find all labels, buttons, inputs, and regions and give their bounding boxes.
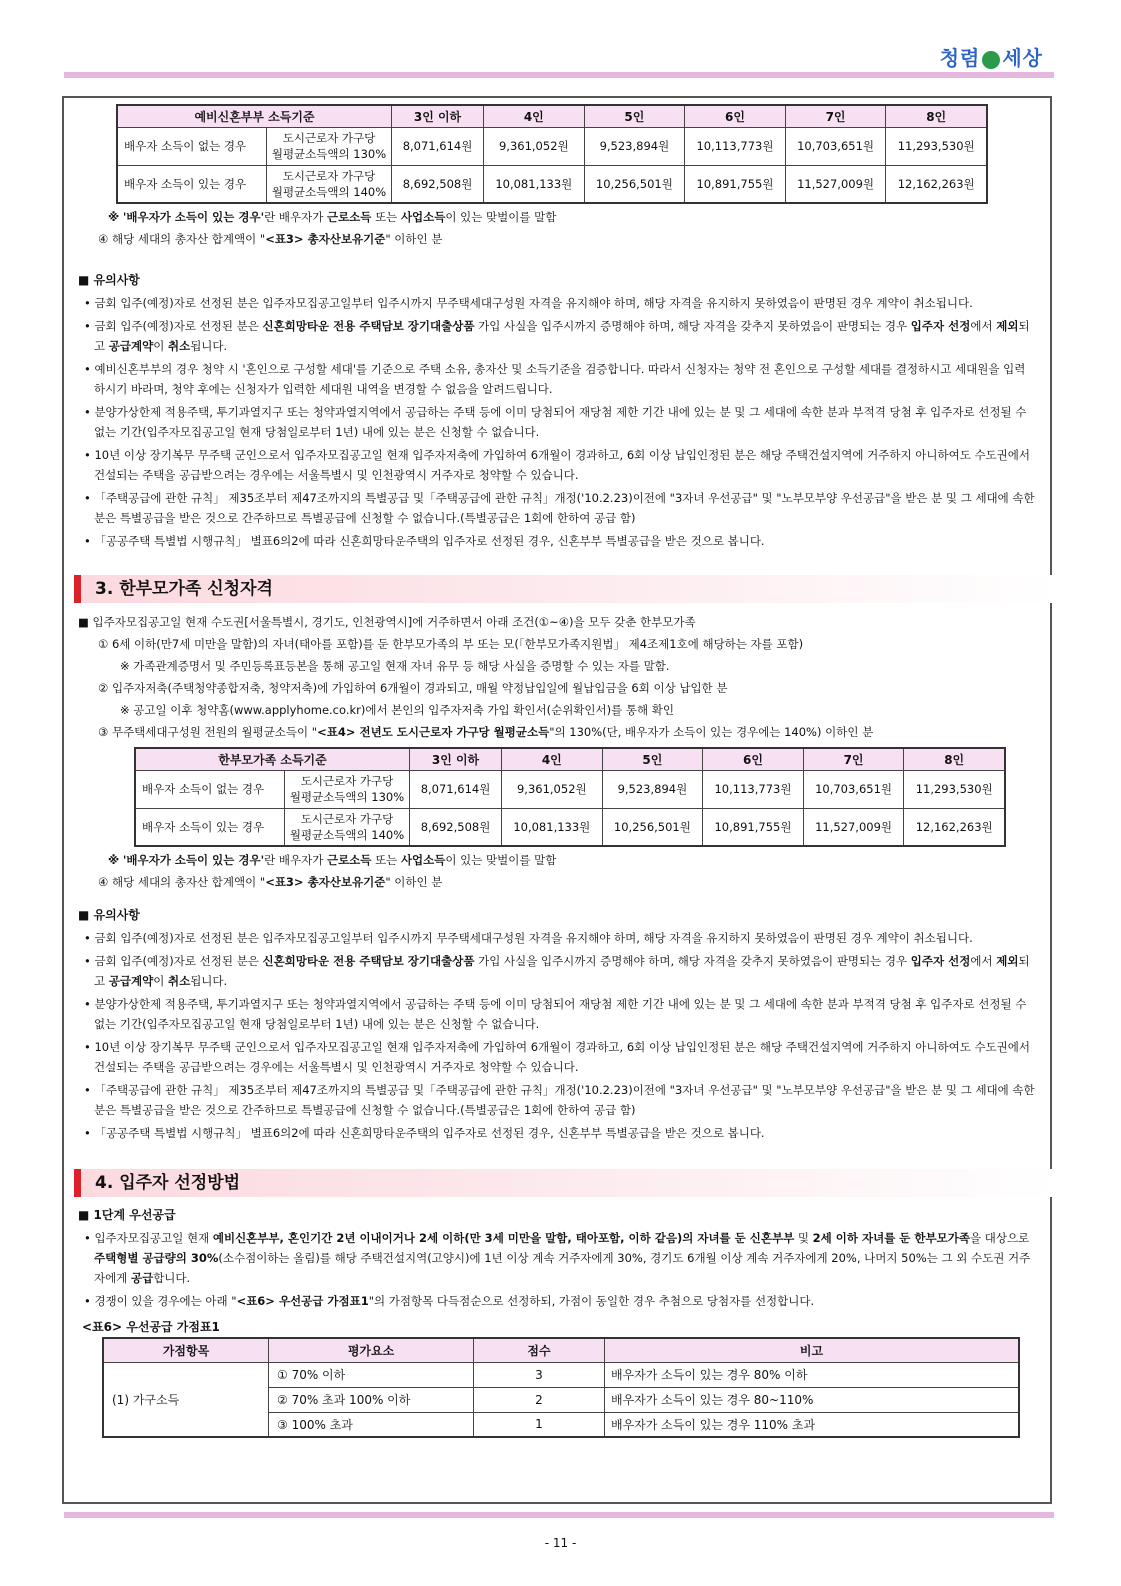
- caution-item: • 금회 입주(예정)자로 선정된 분은 입주자모집공고일부터 입주시까지 무주택세대구성원 자격을 유지해야 하며, 해당 자격을 유지하지 못하였음이 판명된 경우 계약이 취소됩니다.: [84, 296, 973, 310]
- content-frame: [62, 96, 1052, 1504]
- competition-paragraph: • 경쟁이 있을 경우에는 아래 "<표6> 우선공급 가점표1"의 가점항목 다득점순으로 선정하되, 가점이 동일한 경우 추첨으로 당첨자를 선정합니다.: [84, 1294, 815, 1308]
- spouse-note: ※ '배우자가 소득이 있는 경우'란 배우자가 근로소득 또는 사업소득이 있는 맞벌이를 말함: [108, 853, 557, 867]
- cell: 10,113,773원: [685, 127, 786, 165]
- cell: 11,527,009원: [803, 808, 904, 846]
- cell: 8,071,614원: [410, 770, 502, 808]
- priority-score-table: [102, 1337, 1020, 1438]
- cell: 10,256,501원: [584, 165, 685, 203]
- cell: 배우자가 소득이 있는 경우 80~110%: [605, 1387, 1020, 1412]
- caution-item: • 분양가상한제 적용주택, 투기과열지구 또는 청약과열지역에서 공급하는 주택 등에 이미 당첨되어 재당첨 제한 기간 내에 있는 분 및 그 세대에 속한 분과 부적격 당첨 후 입주자로 선정될 수 없는 기간(입주자모집공고일 현재 당첨일로부터 1년) 내에 있는 분은 신청할 수 없습니다.: [84, 997, 1027, 1031]
- condition-3: ③ 무주택세대구성원 전원의 월평균소득이 "<표4> 전년도 도시근로자 가구당 월평균소득"의 130%(단, 배우자가 소득이 있는 경우에는 140%) 이하인 분: [98, 725, 874, 739]
- criterion-line: 월평균소득액의 140%: [271, 184, 387, 199]
- cell: 11,527,009원: [785, 165, 886, 203]
- col-header: 점수: [474, 1338, 605, 1362]
- criterion-line: 월평균소득액의 130%: [271, 147, 387, 161]
- criterion-cell: [267, 127, 392, 165]
- cell: 8,692,508원: [410, 808, 502, 846]
- cell: 11,293,530원: [904, 770, 1005, 808]
- row-label: 배우자 소득이 있는 경우: [135, 808, 285, 846]
- criterion-line: 도시근로자 가구당: [282, 168, 376, 183]
- cell: 배우자가 소득이 있는 경우 110% 초과: [605, 1412, 1020, 1437]
- col-header: 평가요소: [269, 1338, 474, 1362]
- col-header: 4인: [502, 748, 603, 770]
- section-title-4: 4. 입주자 선정방법: [74, 1169, 1055, 1197]
- spouse-note: ※ '배우자가 소득이 있는 경우'란 배우자가 근로소득 또는 사업소득이 있는 맞벌이를 말함: [108, 210, 557, 224]
- col-header: 7인: [803, 748, 904, 770]
- col-header: 6인: [703, 748, 804, 770]
- condition-2: ② 입주자저축(주택청약종합저축, 청약저축)에 가입하여 6개월이 경과되고, 매월 약정납입일에 월납입금을 6회 이상 납입한 분: [98, 681, 728, 695]
- table-row: [135, 770, 1005, 808]
- caution-title: ■ 유의사항: [78, 908, 140, 922]
- criterion-cell: [267, 165, 392, 203]
- condition-2-note: ※ 공고일 이후 청약홈(www.applyhome.co.kr)에서 본인의 입주자저축 가입 확인서(순위확인서)를 통해 확인: [120, 703, 674, 717]
- score-item: (1) 가구소득: [103, 1362, 269, 1437]
- logo-left-text: 청렴: [939, 46, 981, 70]
- criterion-line: 월평균소득액의 130%: [289, 790, 405, 804]
- caution-item: • 「주택공급에 관한 규칙」 제35조부터 제47조까지의 특별공급 및「주택공급에 관한 규칙」개정('10.2.23)이전에 "3자녀 우선공급" 및 "노부모부양 우선공급"을 받은 분 및 그 세대에 속한 분은 특별공급을 받은 것으로 간주하므로 특별공급에 신청할 수 없습니다.(특별공급은 1회에 한하여 공급 함): [84, 491, 1035, 525]
- cell: 10,113,773원: [703, 770, 804, 808]
- condition-1: ① 6세 이하(만7세 미만을 말함)의 자녀(태아를 포함)를 둔 한부모가족의 부 또는 모(「한부모가족지원법」 제4조제1호에 해당하는 자를 포함): [98, 637, 804, 651]
- condition-1-note: ※ 가족관계증명서 및 주민등록표등본을 통해 공고일 현재 자녀 유무 등 해당 사실을 증명할 수 있는 자를 말함.: [120, 659, 670, 673]
- caution-item: • 예비신혼부부의 경우 청약 시 '혼인으로 구성할 세대'를 기준으로 주택 소유, 총자산 및 소득기준을 검증합니다. 따라서 신청자는 청약 전 혼인으로 구성할 세대를 결정하시고 세대원을 입력하시기 바라며, 청약 후에는 신청자가 입력한 세대원 내역을 변경할 수 없음을 알려드립니다.: [84, 362, 1026, 396]
- subsection-title: ■ 1단계 우선공급: [78, 1208, 176, 1222]
- cell: 10,703,651원: [803, 770, 904, 808]
- cell: 2: [474, 1387, 605, 1412]
- col-header: 8인: [904, 748, 1005, 770]
- asset-note: ④ 해당 세대의 총자산 합계액이 "<표3> 총자산보유기준" 이하인 분: [98, 232, 443, 246]
- cell: 9,361,052원: [484, 127, 585, 165]
- cell: 9,523,894원: [584, 127, 685, 165]
- caution-item: • 「공공주택 특별법 시행규칙」 별표6의2에 따라 신혼희망타운주택의 입주자로 선정된 경우, 신혼부부 특별공급을 받은 것으로 봅니다.: [84, 534, 765, 548]
- table-row: [103, 1362, 1019, 1387]
- criterion-line: 월평균소득액의 140%: [289, 827, 405, 842]
- col-header: 5인: [584, 105, 685, 127]
- caution-item: • 분양가상한제 적용주택, 투기과열지구 또는 청약과열지역에서 공급하는 주택 등에 이미 당첨되어 재당첨 제한 기간 내에 있는 분 및 그 세대에 속한 분과 부적격 당첨 후 입주자로 선정될 수 없는 기간(입주자모집공고일 현재 당첨일로부터 1년) 내에 있는 분은 신청할 수 없습니다.: [84, 405, 1027, 439]
- cell: 8,692,508원: [392, 165, 484, 203]
- col-header: 3인 이하: [392, 105, 484, 127]
- cell: 10,891,755원: [685, 165, 786, 203]
- cell: 10,891,755원: [703, 808, 804, 846]
- cell: 10,703,651원: [785, 127, 886, 165]
- asset-note: ④ 해당 세대의 총자산 합계액이 "<표3> 총자산보유기준" 이하인 분: [98, 875, 443, 889]
- cell: 10,081,133원: [484, 165, 585, 203]
- col-header: 비고: [605, 1338, 1020, 1362]
- cell: 배우자가 소득이 있는 경우 80% 이하: [605, 1362, 1020, 1387]
- footer-bar: [64, 1512, 1054, 1518]
- criterion-line: 도시근로자 가구당: [300, 774, 394, 788]
- col-header: 6인: [685, 105, 786, 127]
- priority-paragraph: • 입주자모집공고일 현재 예비신혼부부, 혼인기간 2년 이내이거나 2세 이하(만 3세 미만을 말함, 태아포함, 이하 같음)의 자녀를 둔 신혼부부 및 2세 이하 자녀를 둔 한부모가족을 대상으로 주택형별 공급량의 30%(소수점이하는 올림)를 해당 주택건설지역(고양시)에 1년 이상 계속 거주자에게 30%, 경기도 6개월 이상 계속 거주자에게 20%, 나머지 50%는 그 외 수도권 거주자에게 공급합니다.: [84, 1231, 1031, 1285]
- logo-right-text: 세상: [1002, 46, 1043, 70]
- caution-item: • 금회 입주(예정)자로 선정된 분은 입주자모집공고일부터 입주시까지 무주택세대구성원 자격을 유지해야 하며, 해당 자격을 유지하지 못하였음이 판명된 경우 계약이 취소됩니다.: [84, 931, 973, 945]
- caution-item: • 10년 이상 장기복무 무주택 군인으로서 입주자모집공고일 현재 입주자저축에 가입하여 6개월이 경과하고, 6회 이상 납입인정된 분은 해당 주택건설지역에 거주하지 아니하여도 수도권에서 건설되는 주택을 공급받으려는 경우에는 서울특별시 및 인천광역시 거주자로 청약할 수 있습니다.: [84, 1040, 1030, 1074]
- row-label: 배우자 소득이 없는 경우: [117, 127, 267, 165]
- table-header: 한부모가족 소득기준: [135, 748, 410, 770]
- cell: 12,162,263원: [886, 165, 987, 203]
- col-header: 가점항목: [103, 1338, 269, 1362]
- cell: 9,523,894원: [602, 770, 703, 808]
- caution-item: • 「주택공급에 관한 규칙」 제35조부터 제47조까지의 특별공급 및「주택공급에 관한 규칙」개정('10.2.23)이전에 "3자녀 우선공급" 및 "노부모부양 우선공급"을 받은 분 및 그 세대에 속한 분은 특별공급을 받은 것으로 간주하므로 특별공급에 신청할 수 없습니다.(특별공급은 1회에 한하여 공급 함): [84, 1083, 1035, 1117]
- col-header: 3인 이하: [410, 748, 502, 770]
- cell: ② 70% 초과 100% 이하: [269, 1387, 474, 1412]
- col-header: 4인: [484, 105, 585, 127]
- caution-item: • 「공공주택 특별법 시행규칙」 별표6의2에 따라 신혼희망타운주택의 입주자로 선정된 경우, 신혼부부 특별공급을 받은 것으로 봅니다.: [84, 1126, 765, 1140]
- col-header: 7인: [785, 105, 886, 127]
- cell: ③ 100% 초과: [269, 1412, 474, 1437]
- table-row: [135, 808, 1005, 846]
- criterion-line: 도시근로자 가구당: [282, 131, 376, 145]
- cell: 9,361,052원: [502, 770, 603, 808]
- criterion-cell: [285, 808, 410, 846]
- caution-title: ■ 유의사항: [78, 273, 140, 287]
- cell: 10,256,501원: [602, 808, 703, 846]
- logo: [940, 42, 1043, 71]
- caution-item-loan: • 금회 입주(예정)자로 선정된 분은 신혼희망타운 전용 주택담보 장기대출상품 가입 사실을 입주시까지 증명해야 하며, 해당 자격을 갖추지 못하였음이 판명되는 경우 입주자 선정에서 제외되고 공급계약이 취소됩니다.: [84, 319, 1030, 353]
- cell: 12,162,263원: [904, 808, 1005, 846]
- header-bar: [64, 72, 1054, 78]
- logo-circle-icon: [982, 51, 1000, 69]
- table-row: [117, 127, 987, 165]
- cell: ① 70% 이하: [269, 1362, 474, 1387]
- col-header: 8인: [886, 105, 987, 127]
- criterion-cell: [285, 770, 410, 808]
- score-table-title: <표6> 우선공급 가점표1: [82, 1320, 220, 1334]
- table-row: [117, 165, 987, 203]
- cell: 3: [474, 1362, 605, 1387]
- page-number: - 11 -: [544, 1536, 577, 1550]
- cell: 10,081,133원: [502, 808, 603, 846]
- caution-item-loan: • 금회 입주(예정)자로 선정된 분은 신혼희망타운 전용 주택담보 장기대출상품 가입 사실을 입주시까지 증명해야 하며, 해당 자격을 갖추지 못하였음이 판명되는 경우 입주자 선정에서 제외되고 공급계약이 취소됩니다.: [84, 954, 1030, 988]
- section-title-3: 3. 한부모가족 신청자격: [74, 575, 1055, 603]
- cell: 1: [474, 1412, 605, 1437]
- table-header: 예비신혼부부 소득기준: [117, 105, 392, 127]
- caution-item: • 10년 이상 장기복무 무주택 군인으로서 입주자모집공고일 현재 입주자저축에 가입하여 6개월이 경과하고, 6회 이상 납입인정된 분은 해당 주택건설지역에 거주하지 아니하여도 수도권에서 건설되는 주택을 공급받으려는 경우에는 서울특별시 및 인천광역시 거주자로 청약할 수 있습니다.: [84, 448, 1030, 482]
- cell: 8,071,614원: [392, 127, 484, 165]
- criterion-line: 도시근로자 가구당: [300, 811, 394, 826]
- income-table-newlywed: [116, 104, 988, 204]
- income-table-single-parent: [134, 747, 1006, 847]
- section-intro: ■ 입주자모집공고일 현재 수도권[서울특별시, 경기도, 인천광역시]에 거주하면서 아래 조건(①~④)을 모두 갖춘 한부모가족: [78, 615, 696, 629]
- col-header: 5인: [602, 748, 703, 770]
- row-label: 배우자 소득이 없는 경우: [135, 770, 285, 808]
- row-label: 배우자 소득이 있는 경우: [117, 165, 267, 203]
- cell: 11,293,530원: [886, 127, 987, 165]
